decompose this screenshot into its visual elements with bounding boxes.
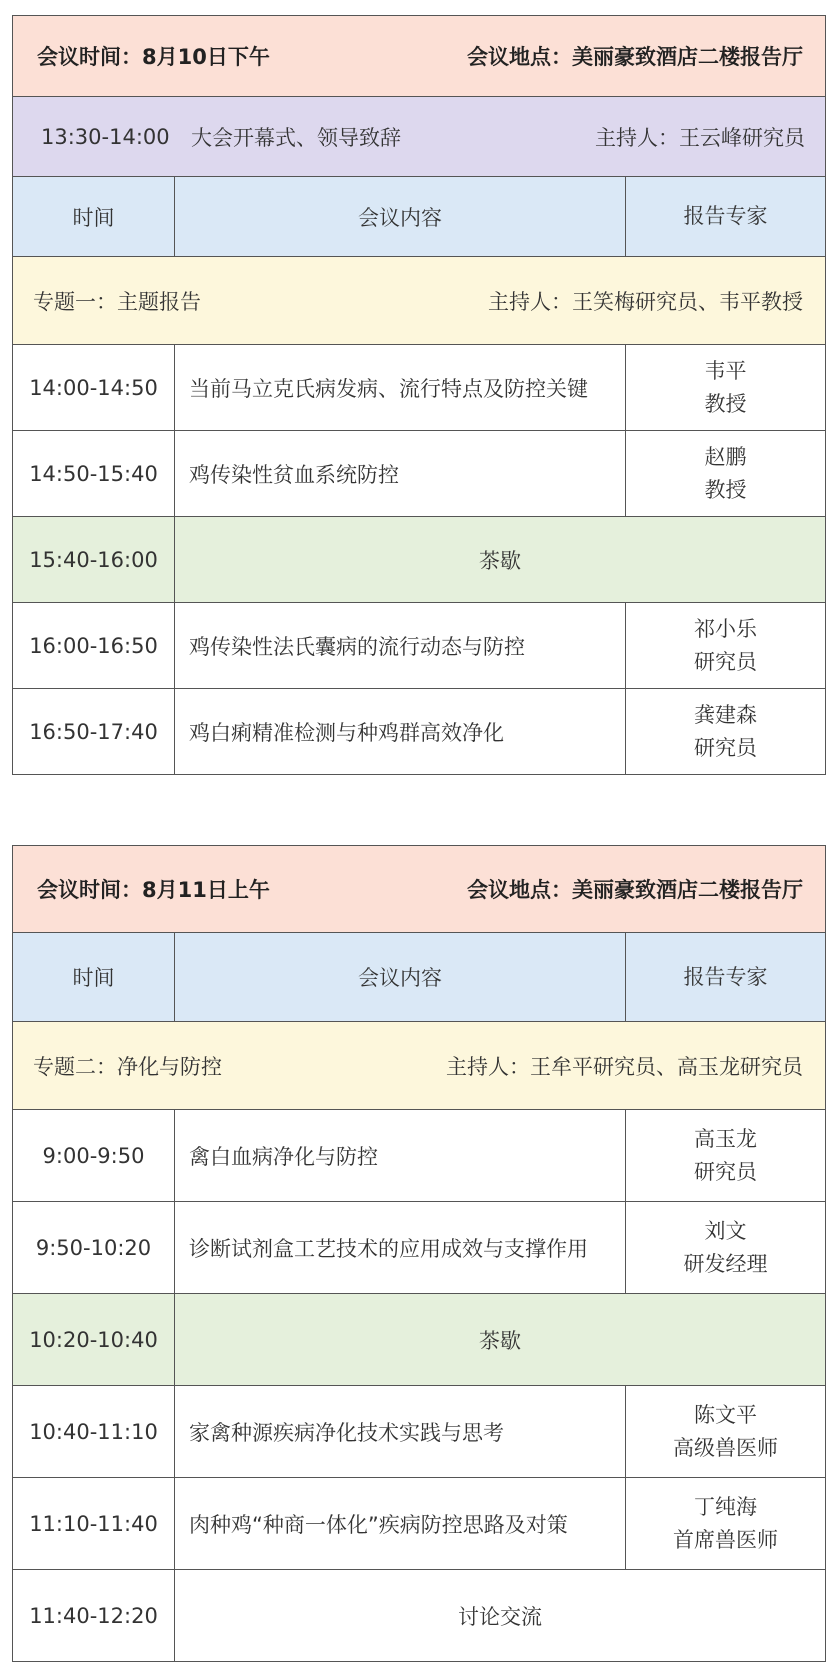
opening-content: 大会开幕式、领导致辞 <box>191 125 401 150</box>
col-time-header: 时间 <box>13 177 175 256</box>
discussion-label: 讨论交流 <box>458 1604 542 1629</box>
table-row <box>13 1109 825 1201</box>
tea-break-label: 茶歇 <box>479 1328 521 1353</box>
session-expert <box>626 603 825 688</box>
col-content-header: 会议内容 <box>175 177 626 256</box>
expert-name: 龚建森 <box>694 702 757 727</box>
session-content: 禽白血病净化与防控 <box>175 1110 626 1201</box>
expert-name: 韦平 <box>704 358 747 383</box>
expert-title: 研究员 <box>694 1159 757 1184</box>
session-content: 鸡传染性法氏囊病的流行动态与防控 <box>175 603 626 688</box>
table-row <box>13 1201 825 1293</box>
session-time: 9:50-10:20 <box>13 1202 175 1293</box>
expert-title: 高级兽医师 <box>673 1435 778 1460</box>
col-expert-header: 报告专家 <box>683 964 768 989</box>
session-content: 家禽种源疾病净化技术实践与思考 <box>175 1386 626 1477</box>
schedule-table-day2 <box>12 845 826 1662</box>
expert-name: 刘文 <box>704 1218 747 1243</box>
session-time: 16:50-17:40 <box>13 689 175 774</box>
session-expert <box>626 1386 825 1477</box>
session-content: 当前马立克氏病发病、流行特点及防控关键 <box>175 345 626 430</box>
col-time-header: 时间 <box>13 933 175 1021</box>
session-expert <box>626 1202 825 1293</box>
table-row <box>13 1477 825 1569</box>
discussion-row <box>13 1569 825 1661</box>
session-time: 14:50-15:40 <box>13 431 175 516</box>
session-time: 10:20-10:40 <box>13 1294 175 1385</box>
day1-header-time: 会议时间：8月10日下午 <box>37 45 270 69</box>
expert-name: 祁小乐 <box>694 616 757 641</box>
session-time: 11:40-12:20 <box>13 1570 175 1661</box>
day1-topic-host: 主持人：王笑梅研究员、韦平教授 <box>488 289 803 314</box>
day1-topic-row <box>13 256 825 344</box>
session-expert <box>626 345 825 430</box>
day2-header-time: 会议时间：8月11日上午 <box>37 878 270 902</box>
session-time: 11:10-11:40 <box>13 1478 175 1569</box>
session-time: 14:00-14:50 <box>13 345 175 430</box>
table-row <box>13 602 825 688</box>
day2-topic-row <box>13 1021 825 1109</box>
tea-break-label: 茶歇 <box>479 548 521 573</box>
table-row <box>13 430 825 516</box>
session-content: 肉种鸡“种商一体化”疾病防控思路及对策 <box>175 1478 626 1569</box>
session-content: 鸡传染性贫血系统防控 <box>175 431 626 516</box>
tea-break-row <box>13 1293 825 1385</box>
session-time: 9:00-9:50 <box>13 1110 175 1201</box>
expert-title: 教授 <box>704 391 747 416</box>
session-expert <box>626 431 825 516</box>
day2-header-place: 会议地点：美丽豪致酒店二楼报告厅 <box>467 878 803 902</box>
col-content-header: 会议内容 <box>175 933 626 1021</box>
day2-topic-host: 主持人：王牟平研究员、高玉龙研究员 <box>446 1054 803 1079</box>
session-time: 16:00-16:50 <box>13 603 175 688</box>
expert-name: 丁纯海 <box>694 1494 757 1519</box>
table-row <box>13 344 825 430</box>
opening-host: 主持人：王云峰研究员 <box>595 125 805 150</box>
opening-time: 13:30-14:00 <box>41 124 170 149</box>
expert-title: 研究员 <box>694 649 757 674</box>
day2-topic-title: 专题二：净化与防控 <box>33 1054 222 1079</box>
session-expert <box>626 689 825 774</box>
day1-column-header-row <box>13 176 825 256</box>
session-time: 10:40-11:10 <box>13 1386 175 1477</box>
expert-name: 赵鹏 <box>704 444 747 469</box>
table-row <box>13 688 825 774</box>
expert-name: 高玉龙 <box>694 1126 757 1151</box>
expert-title: 研究员 <box>694 735 757 760</box>
session-expert <box>626 1110 825 1201</box>
day1-header-row <box>13 16 825 96</box>
col-expert-header: 报告专家 <box>683 204 768 228</box>
day1-opening-row <box>13 96 825 176</box>
day1-topic-title: 专题一：主题报告 <box>33 289 201 314</box>
expert-name: 陈文平 <box>694 1402 757 1427</box>
day2-column-header-row <box>13 932 825 1021</box>
session-time: 15:40-16:00 <box>13 517 175 602</box>
expert-title: 首席兽医师 <box>673 1527 778 1552</box>
session-content: 诊断试剂盒工艺技术的应用成效与支撑作用 <box>175 1202 626 1293</box>
session-content: 鸡白痢精准检测与种鸡群高效净化 <box>175 689 626 774</box>
tea-break-row <box>13 516 825 602</box>
expert-title: 教授 <box>704 477 747 502</box>
session-expert <box>626 1478 825 1569</box>
day1-header-place: 会议地点：美丽豪致酒店二楼报告厅 <box>467 45 803 69</box>
table-row <box>13 1385 825 1477</box>
day2-header-row <box>13 846 825 932</box>
expert-title: 研发经理 <box>683 1251 768 1276</box>
schedule-table-day1 <box>12 15 826 775</box>
